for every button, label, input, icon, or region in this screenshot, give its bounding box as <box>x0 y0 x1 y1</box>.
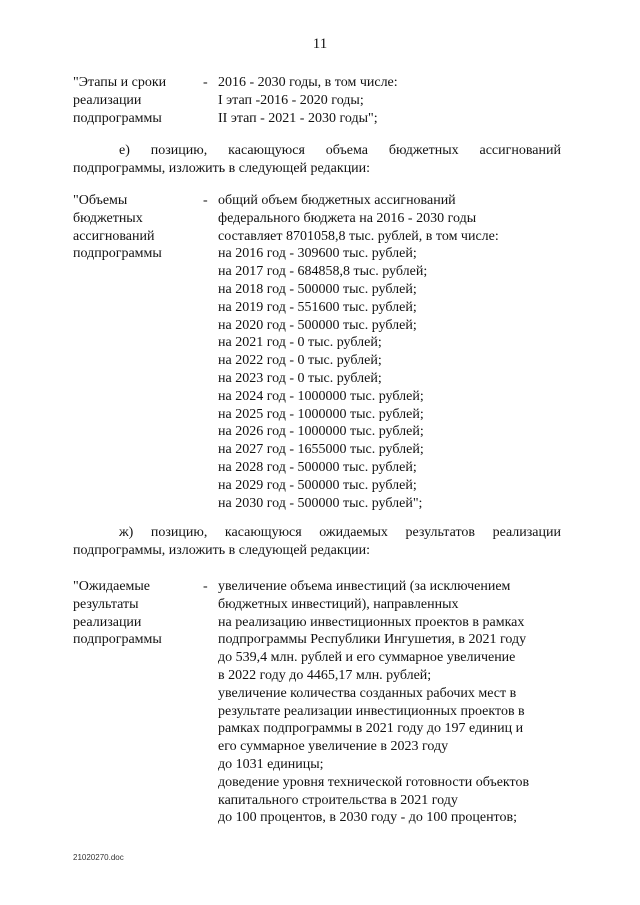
volumes-content-line: на 2021 год - 0 тыс. рублей; <box>218 335 382 351</box>
volumes-content-line: на 2025 год - 1000000 тыс. рублей; <box>218 406 424 422</box>
volumes-content-line: на 2018 год - 500000 тыс. рублей; <box>218 281 417 297</box>
results-label-line: подпрограммы <box>73 632 162 648</box>
volumes-content-line: на 2017 год - 684858,8 тыс. рублей; <box>218 264 428 280</box>
volumes-content-line: составляет 8701058,8 тыс. рублей, в том числе: <box>218 228 499 244</box>
stages-content <box>218 74 568 127</box>
results-content-line: увеличение количества созданных рабочих мест в <box>218 685 517 701</box>
results-content-line: подпрограммы Республики Ингушетия, в 2021 году <box>218 632 527 648</box>
volumes-content-line: на 2020 год - 500000 тыс. рублей; <box>218 317 417 333</box>
document-file-code: 21020270.doc <box>73 853 124 862</box>
results-content-line: рамках подпрограммы в 2021 году до 197 единиц и <box>218 721 524 737</box>
volumes-content-line: на 2016 год - 309600 тыс. рублей; <box>218 246 417 262</box>
results-content-line: до 539,4 млн. рублей и его суммарное увеличение <box>218 650 516 666</box>
volumes-content-line: на 2027 год - 1655000 тыс. рублей; <box>218 442 424 458</box>
paragraph-zh-line2: подпрограммы, изложить в следующей редакции: <box>73 542 371 558</box>
volumes-content-line: на 2023 год - 0 тыс. рублей; <box>218 370 382 386</box>
results-content-line: капитального строительства в 2021 году <box>218 792 458 808</box>
results-block <box>73 578 568 828</box>
results-content-line: его суммарное увеличение в 2023 году <box>218 739 449 755</box>
volumes-dash: - <box>203 193 208 208</box>
results-content-line: до 100 процентов, в 2030 году - до 100 процентов; <box>218 810 517 826</box>
volumes-label-line: "Объемы <box>73 193 128 208</box>
volumes-label-line: подпрограммы <box>73 246 162 262</box>
results-label-line: реализации <box>73 614 142 630</box>
stages-label-line: подпрограммы <box>73 110 162 126</box>
volumes-label-line: ассигнований <box>73 228 155 244</box>
stages-block <box>73 74 568 128</box>
volumes-content-line: на 2022 год - 0 тыс. рублей; <box>218 353 382 369</box>
volumes-label <box>73 192 203 263</box>
volumes-label-line: бюджетных <box>73 210 143 226</box>
stages-content-line: II этап - 2021 - 2030 годы"; <box>218 110 378 126</box>
stages-label <box>73 74 203 127</box>
volumes-content-line: общий объем бюджетных ассигнований <box>218 193 456 208</box>
volumes-content-line: на 2030 год - 500000 тыс. рублей"; <box>218 495 423 511</box>
results-content-line: в 2022 году до 4465,17 млн. рублей; <box>218 667 432 683</box>
results-label <box>73 578 203 649</box>
volumes-content-line: на 2024 год - 1000000 тыс. рублей; <box>218 388 424 404</box>
results-label-line: "Ожидаемые <box>73 579 151 594</box>
paragraph-e-line2: подпрограммы, изложить в следующей редакции: <box>73 160 371 176</box>
volumes-content-line: федерального бюджета на 2016 - 2030 годы <box>218 210 477 226</box>
volumes-content-line: на 2026 год - 1000000 тыс. рублей; <box>218 424 424 440</box>
results-content-line: бюджетных инвестиций), направленных <box>218 596 459 612</box>
volumes-content <box>218 192 568 512</box>
results-content <box>218 578 568 827</box>
volumes-content-line: на 2028 год - 500000 тыс. рублей; <box>218 459 417 475</box>
results-content-line: увеличение объема инвестиций (за исключением <box>218 579 511 594</box>
stages-label-line: "Этапы и сроки <box>73 75 167 90</box>
results-content-line: результате реализации инвестиционных проектов в <box>218 703 525 719</box>
volumes-content-line: на 2019 год - 551600 тыс. рублей; <box>218 299 417 315</box>
page-number: 11 <box>312 36 328 52</box>
results-label-line: результаты <box>73 596 139 612</box>
results-content-line: до 1031 единицы; <box>218 756 324 772</box>
volumes-block <box>73 192 568 514</box>
paragraph-zh <box>73 524 561 560</box>
stages-dash: - <box>203 75 208 90</box>
stages-label-line: реализации <box>73 92 142 108</box>
stages-content-line: I этап -2016 - 2020 годы; <box>218 92 364 108</box>
volumes-content-line: на 2029 год - 500000 тыс. рублей; <box>218 477 417 493</box>
results-content-line: на реализацию инвестиционных проектов в рамках <box>218 614 525 630</box>
paragraph-e <box>73 142 561 178</box>
results-content-line: доведение уровня технической готовности объектов <box>218 774 530 790</box>
paragraph-zh-line1: ж) позицию, касающуюся ожидаемых результатов реализации <box>119 525 561 540</box>
results-dash: - <box>203 579 208 594</box>
paragraph-e-line1: е) позицию, касающуюся объема бюджетных ассигнований <box>119 143 561 158</box>
stages-content-line: 2016 - 2030 годы, в том числе: <box>218 75 398 90</box>
